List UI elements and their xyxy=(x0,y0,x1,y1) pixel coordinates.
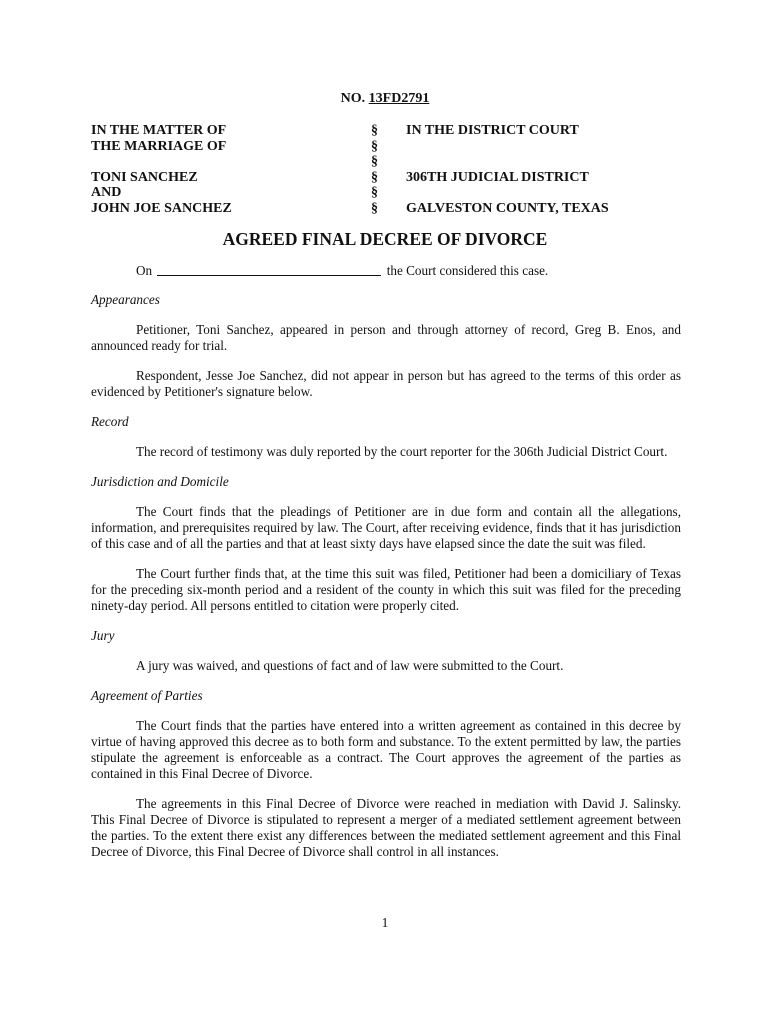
section-symbol: § xyxy=(371,154,378,170)
document-title: AGREED FINAL DECREE OF DIVORCE xyxy=(222,229,548,249)
caption-row xyxy=(91,185,691,201)
paragraph: The Court finds that the parties have entered into a written agreement as contained in this decree by virtue of having approved this decree as to both form and substance. To the extent permitted by law, the parties stipulate the agreement is enforceable as a contract. The Court approves the agreement of the parties as contained in this Final Decree of Divorce. xyxy=(91,718,681,781)
section-heading-agreement: Agreement of Parties xyxy=(91,688,203,703)
paragraph: A jury was waived, and questions of fact and of law were submitted to the Court. xyxy=(136,658,564,673)
section-heading-record: Record xyxy=(91,414,129,429)
caption-right: 306TH JUDICIAL DISTRICT xyxy=(406,169,589,185)
on-line-text: the Court considered this case. xyxy=(386,263,549,278)
caption-row xyxy=(91,123,691,139)
section-symbol: § xyxy=(371,169,378,185)
document-body xyxy=(91,263,681,874)
case-number-prefix: NO. xyxy=(340,91,366,106)
caption-row xyxy=(91,201,691,217)
caption-row xyxy=(91,170,691,186)
paragraph: The Court further finds that, at the time this suit was filed, Petitioner had been a domiciliary of Texas for the preceding six-month period and a resident of the county in which this suit was filed for the preceding ninety-day period. All persons entitled to citation were properly cited. xyxy=(91,566,681,613)
case-caption xyxy=(91,123,691,217)
case-number-value: 13FD2791 xyxy=(368,91,430,106)
page-number: 1 xyxy=(381,915,389,930)
case-number xyxy=(0,91,770,107)
section-heading-jury: Jury xyxy=(91,628,115,643)
caption-right xyxy=(406,139,691,155)
caption-left: IN THE MATTER OF xyxy=(91,123,227,138)
section-symbol: § xyxy=(371,185,378,201)
section-symbol: § xyxy=(371,200,378,216)
hearing-date-line xyxy=(91,263,681,279)
section-heading-jurisdiction: Jurisdiction and Domicile xyxy=(91,474,229,489)
caption-right xyxy=(406,185,691,201)
paragraph: The Court finds that the pleadings of Petitioner are in due form and contain all the allegations, information, and prerequisites required by law. The Court, after receiving evidence, finds that it has jurisdiction of this case and of all the parties and that at least sixty days have elapsed since the date the suit was filed. xyxy=(91,504,681,551)
paragraph: Petitioner, Toni Sanchez, appeared in person and through attorney of record, Greg B. Enos, and announced ready for trial. xyxy=(91,322,681,353)
on-label: On xyxy=(136,263,153,278)
paragraph: The agreements in this Final Decree of Divorce were reached in mediation with David J. Salinsky. This Final Decree of Divorce is stipulated to represent a merger of a mediated settlement agreement between the parties. To the extent there exist any differences between the mediated settlement agreement and this Final Decree of Divorce, this Final Decree of Divorce shall control in all instances. xyxy=(91,796,681,859)
caption-right: GALVESTON COUNTY, TEXAS xyxy=(406,200,609,216)
section-heading-appearances: Appearances xyxy=(91,292,160,307)
caption-left: THE MARRIAGE OF xyxy=(91,138,227,154)
caption-left xyxy=(91,154,371,170)
caption-right xyxy=(406,154,691,170)
caption-left: JOHN JOE SANCHEZ xyxy=(91,200,232,216)
paragraph: The record of testimony was duly reported by the court reporter for the 306th Judicial District Court. xyxy=(136,444,668,459)
caption-row xyxy=(91,154,691,170)
date-blank-line xyxy=(157,263,381,276)
paragraph: Respondent, Jesse Joe Sanchez, did not appear in person but has agreed to the terms of this order as evidenced by Petitioner's signature below. xyxy=(91,368,681,399)
caption-row xyxy=(91,139,691,155)
section-symbol: § xyxy=(371,138,378,154)
caption-right: IN THE DISTRICT COURT xyxy=(406,123,579,138)
caption-left: TONI SANCHEZ xyxy=(91,169,198,185)
caption-left: AND xyxy=(91,185,122,201)
section-symbol: § xyxy=(371,123,378,138)
